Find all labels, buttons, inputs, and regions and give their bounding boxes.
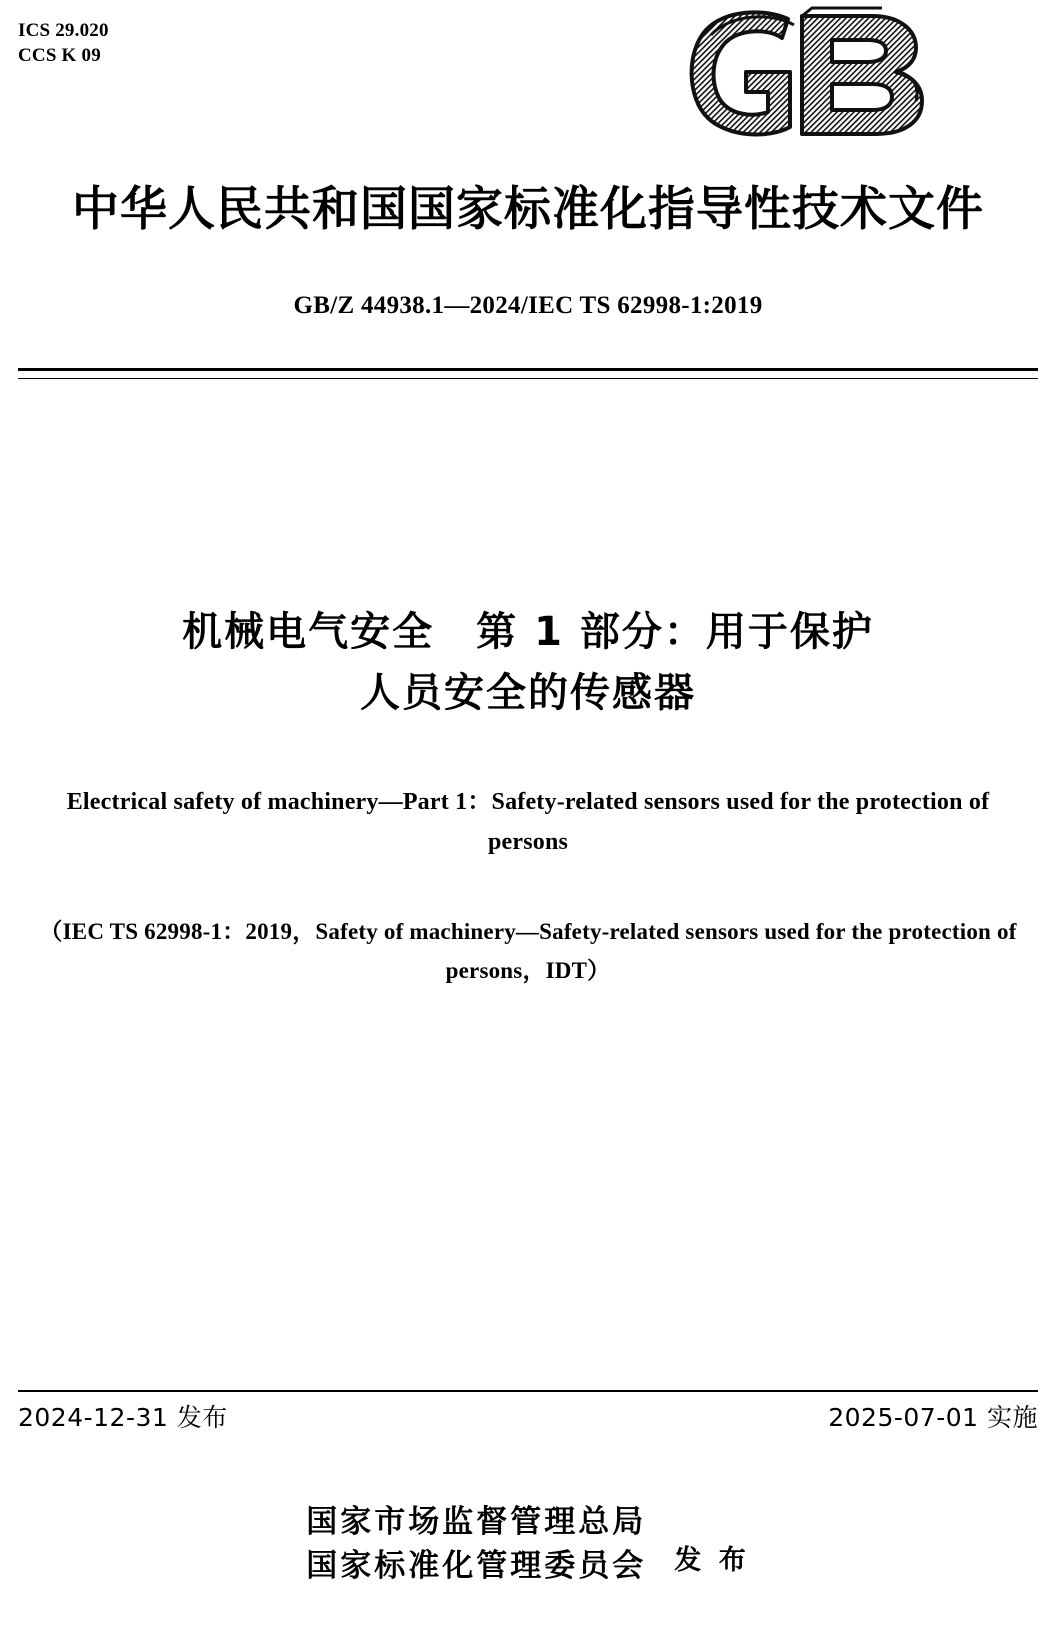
publisher-line1: 国家市场监督管理总局 xyxy=(306,1504,647,1540)
title-english xyxy=(48,783,1008,862)
divider-thin xyxy=(18,378,1038,379)
document-type-title: 中华人民共和国国家标准化指导性技术文件 xyxy=(72,182,984,237)
title-chinese-line2: 人员安全的传感器 xyxy=(360,669,696,716)
ccs-code: CCS K 09 xyxy=(18,45,101,67)
title-idt-reference xyxy=(20,912,1036,990)
standard-number: GB/Z 44938.1—2024/IEC TS 62998-1:2019 xyxy=(293,292,763,319)
classification-codes xyxy=(18,18,109,68)
issue-date: 2024-12-31 发布 xyxy=(18,1403,228,1432)
footer-divider xyxy=(18,1390,1038,1392)
publisher-line2: 国家标准化管理委员会 xyxy=(306,1548,647,1585)
title-english-line2: protection of persons xyxy=(487,789,990,855)
title-chinese xyxy=(0,602,1056,724)
publisher-block xyxy=(0,1500,1056,1588)
ics-code: ICS 29.020 xyxy=(18,20,109,41)
title-idt-line2: the protection of persons，IDT） xyxy=(445,919,1017,984)
gb-logo-icon xyxy=(676,6,936,141)
title-idt-line1: （IEC TS 62998-1：2019，Safety of machinery—Safety-related sensors used for xyxy=(39,919,846,944)
divider-thick xyxy=(18,368,1038,371)
publisher-verb: 发 布 xyxy=(674,1544,750,1576)
title-chinese-line1: 机械电气安全 第 1 部分：用于保护 xyxy=(182,609,874,655)
title-english-line1: Electrical safety of machinery—Part 1：Safety-related sensors used for the xyxy=(66,789,850,815)
effective-date: 2025-07-01 实施 xyxy=(828,1403,1038,1432)
publisher-names xyxy=(306,1500,646,1588)
